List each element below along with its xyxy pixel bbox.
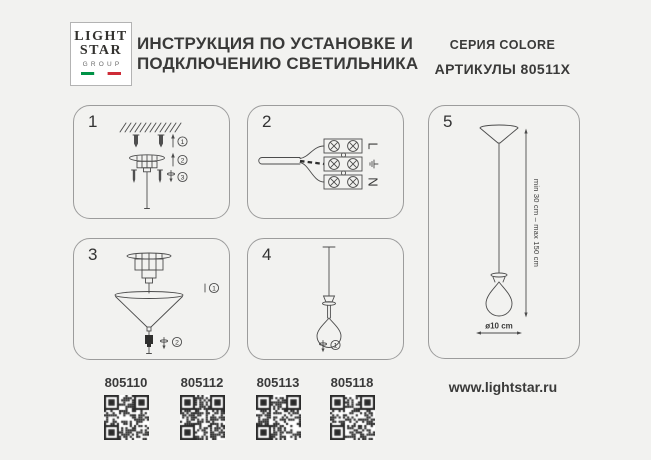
live-wire bbox=[300, 146, 324, 159]
title-line-1: ИНСТРУКЦИЯ ПО УСТАНОВКЕ И bbox=[137, 34, 413, 53]
terminal-label-live: L bbox=[365, 142, 381, 150]
logo-word-group: GROUP bbox=[82, 61, 123, 68]
step-2-panel bbox=[247, 105, 404, 219]
step-3-number: 3 bbox=[88, 245, 98, 264]
logo-word-light: LIGHT bbox=[74, 29, 128, 44]
diameter-label: ø10 cm bbox=[485, 321, 513, 331]
italian-flag-icon bbox=[81, 72, 121, 75]
cord-connector-figure bbox=[145, 331, 153, 354]
article-code: 805112 bbox=[180, 375, 224, 390]
qr-code bbox=[256, 395, 301, 440]
diffuser-mounting-diagram bbox=[248, 239, 403, 359]
step-marker-digit: 1 bbox=[333, 342, 338, 350]
step-marker-2 bbox=[178, 155, 187, 164]
terminal-block bbox=[324, 139, 362, 189]
logo-word-star: STAR bbox=[79, 43, 123, 58]
terminal-label-neutral: N bbox=[365, 177, 381, 187]
series-name: СЕРИЯ COLORE bbox=[449, 38, 556, 52]
page-title bbox=[137, 34, 418, 74]
article-column bbox=[164, 375, 240, 440]
screwdriver-icon bbox=[167, 171, 174, 183]
step-marker-3 bbox=[178, 172, 187, 181]
cone-shade-figure bbox=[115, 292, 183, 332]
article-code: 805118 bbox=[330, 375, 374, 390]
step-marker-digit: 1 bbox=[212, 285, 216, 293]
step-5-panel bbox=[428, 105, 580, 359]
step-marker-digit: 3 bbox=[180, 174, 185, 182]
ground-symbol-icon bbox=[370, 160, 378, 168]
mounting-plate-figure bbox=[130, 155, 165, 172]
shade-assembly-diagram bbox=[74, 239, 229, 359]
ceiling-mount-diagram bbox=[74, 106, 229, 218]
wall-plug-icon bbox=[133, 135, 139, 148]
article-code: 805113 bbox=[256, 375, 300, 390]
ceiling-hatch bbox=[120, 123, 181, 132]
title-line-2: ПОДКЛЮЧЕНИЮ СВЕТИЛЬНИКА bbox=[137, 54, 419, 73]
step-marker-digit: 2 bbox=[180, 157, 185, 165]
suspension-cord bbox=[145, 172, 150, 209]
screw-icon bbox=[158, 170, 163, 183]
ground-wire bbox=[300, 161, 324, 164]
step-1-panel bbox=[73, 105, 230, 219]
up-arrow-icon bbox=[171, 153, 175, 166]
neutral-wire bbox=[300, 163, 324, 183]
step-1-number: 1 bbox=[88, 112, 98, 131]
supply-cable bbox=[259, 146, 324, 182]
step-marker-1 bbox=[178, 137, 187, 146]
qr-code bbox=[104, 395, 149, 440]
height-range-label: min 30 cm – max 150 cm bbox=[532, 178, 541, 268]
step-5-number: 5 bbox=[443, 112, 453, 131]
article-column bbox=[88, 375, 164, 440]
step-3-panel bbox=[73, 238, 230, 360]
assembled-pendant-figure bbox=[480, 125, 518, 316]
pendant-cord-figure bbox=[323, 247, 336, 318]
articles-code: АРТИКУЛЫ 80511X bbox=[434, 61, 571, 77]
screw-icon bbox=[132, 170, 137, 183]
height-dimension-arrow bbox=[524, 129, 527, 318]
article-column bbox=[240, 375, 316, 440]
step-marker-digit: 2 bbox=[175, 339, 179, 347]
step-marker-digit: 1 bbox=[180, 139, 185, 146]
series-block bbox=[420, 38, 585, 77]
pendant-dimensions-diagram bbox=[429, 106, 579, 358]
lightstar-logo bbox=[70, 22, 132, 86]
qr-code bbox=[330, 395, 375, 440]
screwdriver-icon bbox=[160, 338, 167, 350]
qr-code bbox=[180, 395, 225, 440]
step-marker-1 bbox=[205, 283, 219, 292]
step-marker-2 bbox=[172, 337, 181, 346]
wiring-diagram bbox=[248, 106, 403, 218]
website-url: www.lightstar.ru bbox=[448, 379, 558, 395]
step-4-panel bbox=[247, 238, 404, 360]
screwdriver-icon bbox=[319, 341, 326, 353]
up-arrow-icon bbox=[171, 134, 175, 147]
step-4-number: 4 bbox=[262, 245, 272, 264]
article-column bbox=[314, 375, 390, 440]
step-2-number: 2 bbox=[262, 112, 272, 131]
article-code: 805110 bbox=[104, 375, 148, 390]
diameter-dimension-arrow bbox=[476, 331, 522, 334]
mounted-canopy-figure bbox=[127, 253, 171, 293]
wall-plug-icon bbox=[158, 135, 164, 148]
step-marker-1 bbox=[331, 340, 340, 349]
